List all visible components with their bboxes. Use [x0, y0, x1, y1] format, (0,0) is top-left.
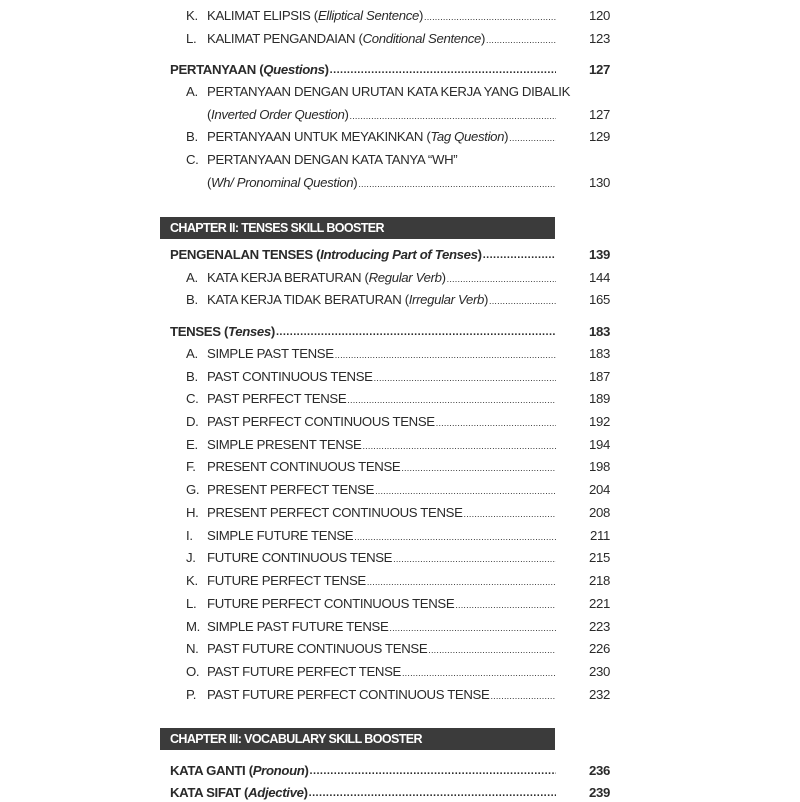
entry-title — [170, 247, 482, 262]
toc-entry — [186, 28, 610, 48]
entry-title — [207, 573, 366, 588]
entry-title-id: TENSES — [170, 323, 221, 339]
entry-title-id: KALIMAT ELIPSIS — [207, 7, 311, 23]
toc-entry — [186, 434, 610, 454]
dot-leader — [374, 369, 556, 383]
dot-leader — [447, 270, 556, 284]
entry-title-id: PRESENT CONTINUOUS TENSE — [207, 458, 401, 474]
entry-title — [170, 62, 329, 77]
entry-title — [207, 369, 373, 384]
paren-close: ) — [353, 174, 358, 190]
entry-letter: D. — [186, 413, 199, 429]
entry-title-id: PRESENT PERFECT CONTINUOUS TENSE — [207, 504, 463, 520]
entry-title-id: PERTANYAAN — [170, 61, 256, 77]
paren-close: ) — [477, 246, 482, 262]
dot-leader — [362, 437, 556, 451]
paren-open: ( — [310, 7, 318, 23]
page-number: 194 — [589, 436, 610, 452]
toc-entry — [186, 638, 610, 658]
toc-entry — [186, 411, 610, 431]
page-number: 187 — [589, 368, 610, 384]
entry-title — [207, 528, 353, 543]
dot-leader — [490, 687, 556, 701]
dot-leader — [424, 8, 556, 22]
paren-open: ( — [255, 61, 264, 77]
paren-close: ) — [344, 106, 349, 122]
toc-entry — [186, 81, 610, 101]
toc-entry — [186, 5, 610, 25]
page-number: 120 — [589, 7, 610, 23]
entry-title — [207, 84, 570, 99]
entry-title-en: Adjective — [248, 784, 304, 800]
toc-entry — [186, 479, 610, 499]
entry-title-en: Tenses — [228, 323, 271, 339]
page-number: 127 — [589, 61, 610, 77]
dot-leader — [464, 505, 556, 519]
entry-title-id: PAST PERFECT CONTINUOUS TENSE — [207, 413, 435, 429]
paren-close: ) — [480, 30, 485, 46]
dot-leader — [330, 62, 556, 76]
paren-close: ) — [504, 128, 509, 144]
page-number: 192 — [589, 413, 610, 429]
toc-entry — [186, 388, 610, 408]
paren-open: ( — [220, 323, 229, 339]
toc-entry — [186, 502, 610, 522]
paren-open: ( — [355, 30, 363, 46]
entry-title — [207, 8, 423, 23]
entry-title-id: PAST FUTURE PERFECT TENSE — [207, 663, 401, 679]
paren-open: ( — [361, 269, 369, 285]
entry-title-id: KALIMAT PENGANDAIAN — [207, 30, 356, 46]
entry-title-id: FUTURE PERFECT TENSE — [207, 572, 366, 588]
entry-title — [207, 414, 435, 429]
dot-leader — [402, 664, 556, 678]
page-number: 226 — [589, 640, 610, 656]
entry-title — [207, 152, 457, 167]
entry-letter: O. — [186, 663, 200, 679]
entry-title — [207, 482, 374, 497]
dot-leader — [375, 482, 556, 496]
toc-entry — [186, 456, 610, 476]
entry-letter: C. — [186, 151, 199, 167]
toc-section-entry — [170, 59, 610, 79]
entry-title — [207, 596, 454, 611]
entry-title — [207, 687, 489, 702]
entry-title-id: PRESENT PERFECT TENSE — [207, 481, 375, 497]
paren-close: ) — [324, 61, 329, 77]
page-number: 183 — [589, 323, 610, 339]
dot-leader — [276, 324, 556, 338]
entry-title — [207, 129, 508, 144]
entry-title — [207, 346, 334, 361]
toc-entry — [186, 570, 610, 590]
entry-title — [207, 175, 357, 190]
toc-entry — [186, 547, 610, 567]
entry-title-en: Inverted Order Question — [211, 106, 345, 122]
entry-title-en: Wh/ Pronominal Question — [211, 174, 354, 190]
paren-open: ( — [312, 246, 321, 262]
entry-letter: K. — [186, 572, 198, 588]
entry-letter: G. — [186, 481, 200, 497]
page-number: 211 — [590, 527, 610, 543]
entry-letter: L. — [186, 30, 197, 46]
entry-title-id: PAST PERFECT TENSE — [207, 390, 347, 406]
toc-entry — [186, 126, 610, 146]
page-number: 129 — [589, 128, 610, 144]
entry-title — [207, 270, 446, 285]
toc-entry — [207, 172, 610, 192]
paren-open: ( — [245, 762, 253, 778]
entry-title-id: SIMPLE PAST FUTURE TENSE — [207, 618, 389, 634]
dot-leader — [393, 550, 556, 564]
dot-leader — [389, 619, 556, 633]
entry-title — [207, 292, 488, 307]
paren-open: ( — [423, 128, 431, 144]
toc-entry — [186, 525, 610, 545]
entry-title-id: KATA KERJA BERATURAN — [207, 269, 362, 285]
paren-close: ) — [304, 762, 309, 778]
toc-section-entry — [170, 760, 610, 780]
paren-close: ) — [418, 7, 423, 23]
page-number: 223 — [589, 618, 610, 634]
entry-title — [207, 437, 361, 452]
toc-entry — [186, 684, 610, 704]
page-number: 230 — [589, 663, 610, 679]
entry-title — [207, 641, 427, 656]
toc-entry — [186, 593, 610, 613]
entry-title-en: Irregular Verb — [408, 291, 484, 307]
entry-letter: N. — [186, 640, 199, 656]
entry-title-id: SIMPLE PRESENT TENSE — [207, 436, 362, 452]
dot-leader — [486, 31, 556, 45]
entry-title — [207, 550, 392, 565]
entry-letter: P. — [186, 686, 197, 702]
entry-letter: J. — [186, 549, 196, 565]
dot-leader — [428, 641, 556, 655]
entry-title — [207, 619, 388, 634]
page-number: 183 — [589, 345, 610, 361]
paren-close: ) — [303, 784, 308, 800]
dot-leader — [489, 292, 556, 306]
entry-letter: A. — [186, 269, 198, 285]
entry-title-id: PENGENALAN TENSES — [170, 246, 313, 262]
dot-leader — [354, 528, 556, 542]
entry-title-en: Pronoun — [252, 762, 305, 778]
toc-entry — [186, 149, 610, 169]
page-number: 215 — [589, 549, 610, 565]
entry-letter: B. — [186, 128, 198, 144]
dot-leader — [350, 107, 556, 121]
entry-title-id: PAST FUTURE CONTINUOUS TENSE — [207, 640, 428, 656]
entry-letter: E. — [186, 436, 198, 452]
entry-title-en: Questions — [263, 61, 325, 77]
entry-letter: B. — [186, 368, 198, 384]
dot-leader — [367, 573, 556, 587]
entry-title-id: SIMPLE PAST TENSE — [207, 345, 334, 361]
entry-title-id: KATA KERJA TIDAK BERATURAN — [207, 291, 402, 307]
toc-entry — [186, 289, 610, 309]
entry-title — [207, 505, 463, 520]
entry-letter: F. — [186, 458, 196, 474]
toc-entry — [186, 366, 610, 386]
entry-title-id: KATA GANTI — [170, 762, 246, 778]
entry-title-en: Introducing Part of Tenses — [320, 246, 478, 262]
entry-title-id: KATA SIFAT — [170, 784, 241, 800]
page-number: 144 — [589, 269, 610, 285]
page-number: 239 — [589, 784, 610, 800]
entry-title-en: Elliptical Sentence — [317, 7, 419, 23]
page-number: 165 — [589, 291, 610, 307]
page-number: 221 — [589, 595, 610, 611]
entry-title — [207, 31, 485, 46]
dot-leader — [436, 414, 556, 428]
entry-title-id: PERTANYAAN DENGAN KATA TANYA “WH” — [207, 151, 458, 167]
dot-leader — [401, 459, 556, 473]
entry-letter: C. — [186, 390, 199, 406]
entry-letter: B. — [186, 291, 198, 307]
entry-letter: A. — [186, 83, 198, 99]
entry-title-en: Conditional Sentence — [362, 30, 481, 46]
entry-letter: M. — [186, 618, 200, 634]
entry-title-en: Regular Verb — [368, 269, 442, 285]
entry-title-id: PAST FUTURE PERFECT CONTINUOUS TENSE — [207, 686, 490, 702]
page-number: 232 — [589, 686, 610, 702]
entry-title-id: PAST CONTINUOUS TENSE — [207, 368, 373, 384]
entry-letter: K. — [186, 7, 198, 23]
entry-title-en: Tag Question — [430, 128, 505, 144]
dot-leader — [347, 391, 556, 405]
page-number: 189 — [589, 390, 610, 406]
entry-title — [207, 459, 400, 474]
dot-leader — [335, 346, 556, 360]
page-number: 127 — [589, 106, 610, 122]
page-number: 139 — [589, 246, 610, 262]
paren-open: ( — [401, 291, 409, 307]
entry-title-id: SIMPLE FUTURE TENSE — [207, 527, 354, 543]
page-number: 204 — [589, 481, 610, 497]
paren-open: ( — [207, 174, 212, 190]
toc-entry — [186, 343, 610, 363]
paren-close: ) — [441, 269, 446, 285]
page-number: 130 — [589, 174, 610, 190]
entry-title-id: FUTURE PERFECT CONTINUOUS TENSE — [207, 595, 455, 611]
page-number: 198 — [589, 458, 610, 474]
dot-leader — [358, 175, 556, 189]
page-number: 236 — [589, 762, 610, 778]
entry-letter: L. — [186, 595, 197, 611]
entry-letter: I. — [186, 527, 193, 543]
toc-section-entry — [170, 782, 610, 802]
entry-title — [170, 785, 308, 800]
paren-open: ( — [207, 106, 212, 122]
chapter-heading: CHAPTER II: TENSES SKILL BOOSTER — [160, 217, 555, 239]
page-number: 218 — [589, 572, 610, 588]
entry-title — [170, 324, 275, 339]
dot-leader — [309, 785, 556, 799]
entry-title-id: PERTANYAAN UNTUK MEYAKINKAN — [207, 128, 423, 144]
dot-leader — [455, 596, 556, 610]
toc-section-entry — [170, 321, 610, 341]
dot-leader — [509, 129, 556, 143]
entry-title — [170, 763, 309, 778]
entry-title-id: FUTURE CONTINUOUS TENSE — [207, 549, 393, 565]
page-number: 123 — [589, 30, 610, 46]
paren-open: ( — [240, 784, 249, 800]
entry-letter: H. — [186, 504, 199, 520]
toc-entry — [207, 104, 610, 124]
dot-leader — [310, 763, 556, 777]
page-number: 208 — [589, 504, 610, 520]
toc-entry — [186, 267, 610, 287]
chapter-heading: CHAPTER III: VOCABULARY SKILL BOOSTER — [160, 728, 555, 750]
dot-leader — [483, 247, 556, 261]
entry-title — [207, 391, 346, 406]
toc-entry — [186, 661, 610, 681]
paren-close: ) — [483, 291, 489, 307]
entry-title — [207, 107, 349, 122]
paren-close: ) — [270, 323, 275, 339]
toc-section-entry — [170, 244, 610, 264]
entry-letter: A. — [186, 345, 198, 361]
entry-title — [207, 664, 401, 679]
toc-entry — [186, 616, 610, 636]
entry-title-id: PERTANYAAN DENGAN URUTAN KATA KERJA YANG DIBALIK — [207, 83, 571, 99]
